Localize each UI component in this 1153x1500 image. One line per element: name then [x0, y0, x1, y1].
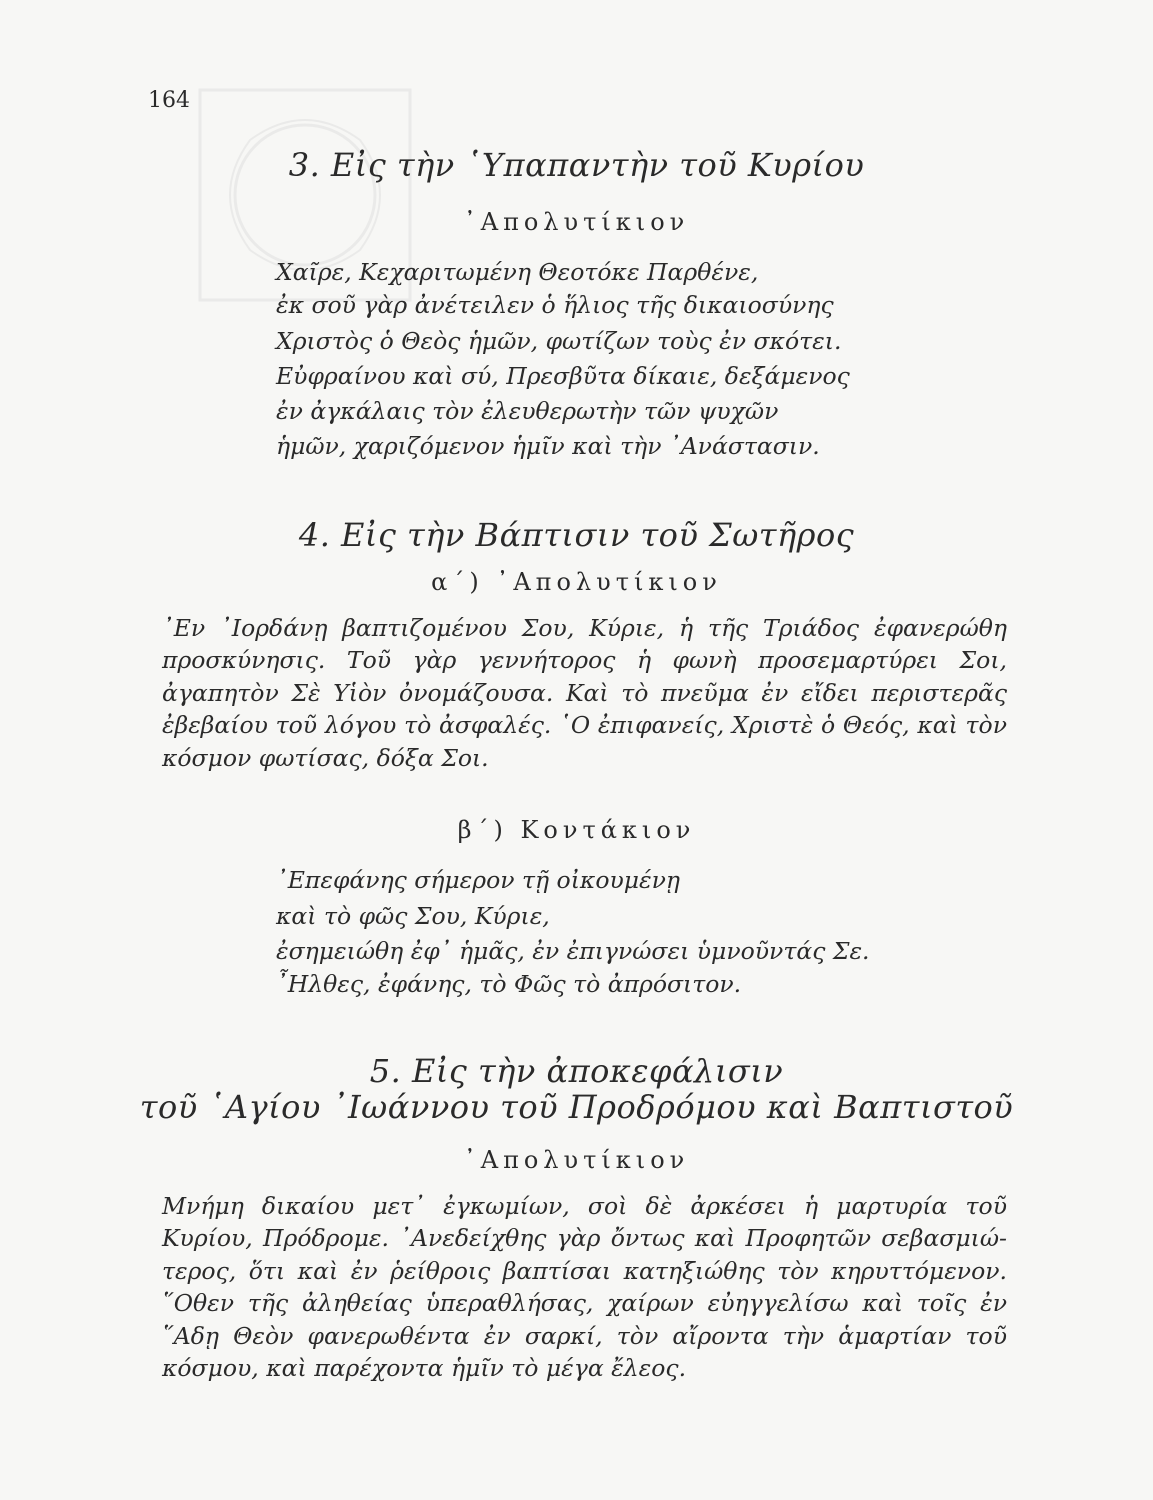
section-3-title: 3. Εἰς τὴν ῾Υπαπαντὴν τοῦ Κυρίου	[288, 146, 865, 184]
section-4-troparion	[162, 612, 1007, 774]
section-5-prose-line-4: ῞Οθεν τῆς ἀληθείας ὑπεραθλήσας, χαίρων εὐηγγελίσω καὶ τοῖς ἐν	[162, 1289, 1007, 1318]
section-4-kontakion-line-2: καὶ τὸ φῶς Σου, Κύριε,	[276, 902, 550, 930]
section-3-line-6: ἡμῶν, χαριζόμενον ἡμῖν καὶ τὴν ᾿Ανάστασιν.	[276, 432, 820, 460]
section-5-title-2: τοῦ ῾Αγίου ᾿Ιωάννου τοῦ Προδρόμου καὶ Βαπτιστοῦ	[139, 1088, 1014, 1126]
section-4-prose-line-4: ἐβεβαίου τοῦ λόγου τὸ ἀσφαλές. ῾Ο ἐπιφανείς, Χριστὲ ὁ Θεός, καὶ τὸν	[162, 711, 1007, 740]
section-5-prose-line-3: τερος, ὅτι καὶ ἐν ῥείθροις βαπτίσαι κατηξιώθης τὸν κηρυττόμενον.	[162, 1256, 1007, 1285]
section-4-subtitle-2: β΄) Κοντάκιον	[457, 816, 696, 844]
section-3-line-2: ἐκ σοῦ γὰρ ἀνέτειλεν ὁ ἥλιος τῆς δικαιοσύνης	[276, 291, 834, 319]
section-4-prose-line-2: προσκύνησις. Τοῦ γὰρ γεννήτορος ἡ φωνὴ προσεμαρτύρει Σοι,	[162, 646, 1007, 675]
section-4-kontakion-line-1: ᾿Επεφάνης σήμερον τῇ οἰκουμένῃ	[276, 866, 681, 894]
page-number: 164	[148, 88, 190, 113]
section-4-prose-line-1: ᾿Εν ᾿Ιορδάνῃ βαπτιζομένου Σου, Κύριε, ἡ τῆς Τριάδος ἐφανερώθη	[162, 614, 1007, 642]
section-5-prose-line-5: ῞Αδῃ Θεὸν φανερωθέντα ἐν σαρκί, τὸν αἴροντα τὴν ἁμαρτίαν τοῦ	[162, 1321, 1007, 1350]
section-4-title: 4. Εἰς τὴν Βάπτισιν τοῦ Σωτῆρος	[298, 516, 855, 554]
section-3-line-3: Χριστὸς ὁ Θεὸς ἡμῶν, φωτίζων τοὺς ἐν σκότει.	[276, 327, 842, 355]
section-4-kontakion-line-4: ῏Ηλθες, ἐφάνης, τὸ Φῶς τὸ ἀπρόσιτον.	[276, 970, 742, 998]
section-3-line-4: Εὐφραίνου καὶ σύ, Πρεσβῦτα δίκαιε, δεξάμενος	[276, 362, 850, 390]
section-5-prose-line-2: Κυρίου, Πρόδρομε. ᾿Ανεδείχθης γὰρ ὄντως καὶ Προφητῶν σεβασμιώ-	[162, 1224, 1007, 1253]
section-3-line-5: ἐν ἀγκάλαις τὸν ἐλευθερωτὴν τῶν ψυχῶν	[276, 397, 779, 425]
section-5-prose-line-1: Μνήμη δικαίου μετ᾿ ἐγκωμίων, σοὶ δὲ ἀρκέσει ἡ μαρτυρία τοῦ	[162, 1192, 1007, 1220]
section-4-prose-line-3: ἀγαπητὸν Σὲ Υἱὸν ὀνομάζουσα. Καὶ τὸ πνεῦμα ἐν εἴδει περιστερᾶς	[162, 678, 1007, 707]
section-3-line-1: Χαῖρε, Κεχαριτωμένη Θεοτόκε Παρθένε,	[276, 258, 759, 286]
section-4-kontakion-line-3: ἐσημειώθη ἐφ᾿ ἡμᾶς, ἐν ἐπιγνώσει ὑμνοῦντάς Σε.	[276, 937, 870, 965]
section-3-subtitle: ᾿Απολυτίκιον	[463, 208, 690, 236]
section-5-troparion	[162, 1190, 1007, 1384]
section-4-subtitle: α΄) ᾿Απολυτίκιον	[431, 568, 722, 596]
section-4-prose-line-5: κόσμον φωτίσας, δόξα Σοι.	[162, 743, 489, 772]
section-5-prose-line-6: κόσμου, καὶ παρέχοντα ἡμῖν τὸ μέγα ἔλεος.	[162, 1354, 687, 1383]
section-5-subtitle: ᾿Απολυτίκιον	[463, 1146, 690, 1174]
section-5-title: 5. Εἰς τὴν ἀποκεφάλισιν	[369, 1052, 784, 1090]
